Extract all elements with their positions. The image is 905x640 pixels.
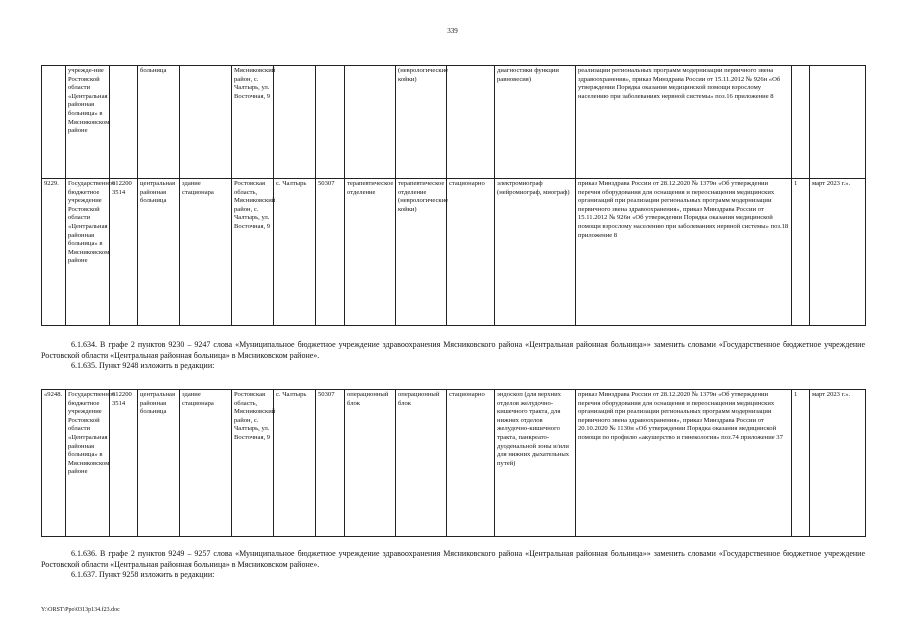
cell-basis: приказ Минздрава России от 28.12.2020 № 1379н «Об утверждении перечня оборудования для оснащения и переоснащения медицинских организаций при реализации региональных программ модернизации первичного звена здравоохранения», приказ Минздрава России от 15.11.2012 № 926н «Об утверждении Порядка оказания медицинской помощи взрослому населению при заболеваниях нервной системы» поз.18 приложение 8 [576,179,792,326]
cell-okato [316,66,345,179]
cell-address: Ростовская область, Мясниковский район, с. Чалтырь, ул. Восточная, 9 [232,390,274,537]
cell-name: центральная районная больница [138,179,180,326]
cell-locality: с. Чалтырь [274,179,316,326]
cell-profile [345,66,396,179]
cell-code: 612200 3514 [110,390,138,537]
cell-profile: операционный блок [345,390,396,537]
cell-num [42,66,66,179]
cell-address: Мясниковский район, с. Чалтырь, ул. Восточная, 9 [232,66,274,179]
amendment-text: 6.1.636. В графе 2 пунктов 9249 – 9257 слова «Муниципальное бюджетное учреждение здравоохранения Мясниковского района «Центральная районная больница»» заменить словами «Государственное бюджетное учреждение Ростовской области «Центральная районная больница» в Мясниковском районе». [41,549,865,569]
amendment-text: 6.1.634. В графе 2 пунктов 9230 – 9247 слова «Муниципальное бюджетное учреждение здравоохранения Мясниковского района «Центральная районная больница»» заменить словами «Государственное бюджетное учреждение Ростовской области «Центральная районная больница» в Мясниковском районе». [41,340,865,360]
cell-division: (неврологические койки) [396,66,447,179]
cell-equipment: эндоскоп (для верхних отделов желудочно-кишечного тракта, для нижних отделов желудочно-кишечного тракта, панкреато-дуоденальной зоны и/или для нижних дыхательных путей) [495,390,576,537]
cell-basis: реализации региональных программ модернизации первичного звена здравоохранения», приказ Минздрава России от 15.11.2012 № 926н «Об утверждении Порядка оказания медицинской помощи взрослому населению при заболеваниях нервной системы» поз.16 приложение 8 [576,66,792,179]
cell-num: «9248. [42,390,66,537]
cell-date: март 2023 г.». [810,390,866,537]
table-row [42,179,866,326]
cell-name: центральная районная больница [138,390,180,537]
cell-num: 9229. [42,179,66,326]
equipment-table-2 [41,389,866,537]
cell-date: март 2023 г.». [810,179,866,326]
cell-conditions: стационарно [447,179,495,326]
cell-basis: приказ Минздрава России от 28.12.2020 № 1379н «Об утверждении перечня оборудования для оснащения и переоснащения медицинских организаций при реализации региональных программ модернизации первичного звена здравоохранения», приказ Минздрава России от 20.10.2020 № 1130н «Об утверждении Порядка оказания медицинской помощи по профилю «акушерство и гинекология» поз.74 приложение 37 [576,390,792,537]
cell-code [110,66,138,179]
cell-division: терапевтическое отделение (неврологические койки) [396,179,447,326]
table-row [42,390,866,537]
cell-conditions: стационарно [447,390,495,537]
cell-address: Ростовская область, Мясниковский район, с. Чалтырь, ул. Восточная, 9 [232,179,274,326]
cell-name2: здание стационара [180,390,232,537]
cell-qty: 1 [792,179,810,326]
cell-conditions [447,66,495,179]
cell-name: больница [138,66,180,179]
amendment-paragraph-1 [41,340,865,372]
cell-locality: с. Чалтырь [274,390,316,537]
cell-name2: здание стационара [180,179,232,326]
cell-qty [792,66,810,179]
amendment-text: 6.1.637. Пункт 9258 изложить в редакции: [71,570,215,579]
amendment-text: 6.1.635. Пункт 9248 изложить в редакции: [71,361,215,370]
cell-equipment: диагностики функции равновесия) [495,66,576,179]
cell-okato: 50307 [316,179,345,326]
table-row [42,66,866,179]
cell-locality [274,66,316,179]
amendment-paragraph-2 [41,549,865,581]
equipment-table-1 [41,65,866,326]
cell-okato: 50307 [316,390,345,537]
cell-org: учрежде-ние Ростовской области «Центральная районная больница» в Мясниковском районе [66,66,110,179]
cell-equipment: электромиограф (нейромиограф, миограф) [495,179,576,326]
footer-file-path: Y:\ORST\Ppo\0313p134.f23.doc [41,607,120,613]
cell-profile: терапевтическое отделение [345,179,396,326]
cell-date [810,66,866,179]
cell-qty: 1 [792,390,810,537]
cell-org: Государственное бюджетное учреждение Ростовской области «Центральная районная больница» в Мясниковском районе [66,179,110,326]
cell-org: Государственное бюджетное учреждение Ростовской области «Центральная районная больница» в Мясниковском районе [66,390,110,537]
cell-name2 [180,66,232,179]
cell-division: операционный блок [396,390,447,537]
page-number: 339 [447,27,458,35]
cell-code: 612200 3514 [110,179,138,326]
